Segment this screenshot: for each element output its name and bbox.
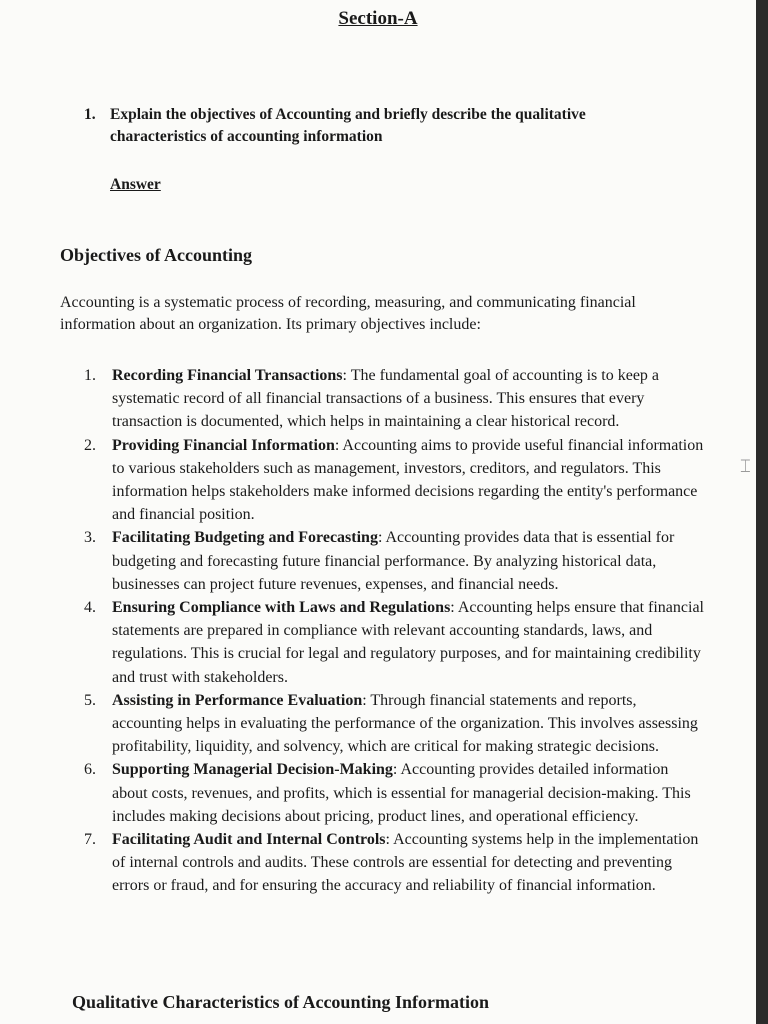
list-item	[84, 526, 704, 596]
list-item	[84, 828, 704, 898]
question	[84, 104, 684, 148]
section-title: Section-A	[338, 8, 418, 29]
list-item-body	[112, 596, 704, 689]
list-item-number: 5.	[84, 691, 96, 709]
list-item-number: 3.	[84, 529, 96, 547]
list-item-body	[112, 526, 704, 596]
list-item-term: Supporting Managerial Decision-Making	[112, 761, 393, 779]
list-item-body	[112, 828, 704, 898]
list-item-body	[112, 758, 704, 828]
list-item-term: Facilitating Audit and Internal Controls	[112, 831, 386, 849]
list-item-text: : Accounting provides detailed information about costs, revenues, and profits, which is essential for managerial decision-making. This includes making decisions about pricing, product lines, and operational efficiency.	[112, 761, 691, 825]
list-item-number: 7.	[84, 831, 96, 849]
list-item-text: : Through financial statements and reports, accounting helps in evaluating the performance of the organization. This involves assessing profitability, liquidity, and solvency, which are critical for making strategic decisions.	[112, 691, 698, 756]
list-item-number: 2.	[84, 436, 96, 454]
page-edge	[756, 0, 768, 1024]
list-item-text: : Accounting systems help in the implementation of internal controls and audits. These controls are essential for detecting and preventing errors or fraud, and for ensuring the accuracy and reliability of financial information.	[112, 831, 699, 895]
list-item-number: 1.	[84, 367, 96, 384]
objectives-list	[84, 364, 704, 898]
qualitative-heading: Qualitative Characteristics of Accounting Information	[72, 992, 489, 1012]
list-item-term: Assisting in Performance Evaluation	[112, 691, 363, 709]
list-item-number: 4.	[84, 599, 96, 617]
list-item	[84, 758, 704, 828]
list-item-text: : Accounting aims to provide useful financial information to various stakeholders such as management, investors, creditors, and regulators. This information helps stakeholders make informed decisions regarding the entity's performance and financial position.	[112, 436, 704, 524]
question-number: 1.	[84, 106, 96, 123]
list-item-body	[112, 364, 704, 434]
question-text: Explain the objectives of Accounting and briefly describe the qualitative characteristics of accounting information	[110, 106, 586, 145]
list-item-text: : Accounting provides data that is essential for budgeting and forecasting future financial performance. By analyzing historical data, businesses can project future revenues, expenses, and financial needs.	[112, 529, 675, 593]
list-item-number: 6.	[84, 761, 96, 779]
list-item-text: : The fundamental goal of accounting is to keep a systematic record of all financial transactions of a business. This ensures that every transaction is documented, which helps in maintaining a clear historical record.	[112, 367, 660, 431]
list-item-body	[112, 434, 704, 527]
list-item-term: Recording Financial Transactions	[112, 367, 343, 384]
objectives-heading: Objectives of Accounting	[60, 245, 252, 265]
text-cursor-icon: ⌶	[740, 456, 751, 477]
list-item	[84, 434, 704, 527]
list-item-term: Providing Financial Information	[112, 436, 335, 454]
intro-paragraph: Accounting is a systematic process of recording, measuring, and communicating financial information about an organization. Its primary objectives include:	[60, 294, 636, 333]
list-item	[84, 689, 704, 759]
list-item	[84, 596, 704, 689]
list-item-text: : Accounting helps ensure that financial statements are prepared in compliance with relevant accounting standards, laws, and regulations. This is crucial for legal and regulatory purposes, and for maintaining credibility and trust with stakeholders.	[112, 599, 704, 686]
list-item-body	[112, 689, 704, 759]
list-item-term: Facilitating Budgeting and Forecasting	[112, 529, 378, 547]
list-item	[84, 364, 704, 434]
answer-label: Answer	[110, 176, 161, 193]
list-item-term: Ensuring Compliance with Laws and Regulations	[112, 599, 451, 617]
